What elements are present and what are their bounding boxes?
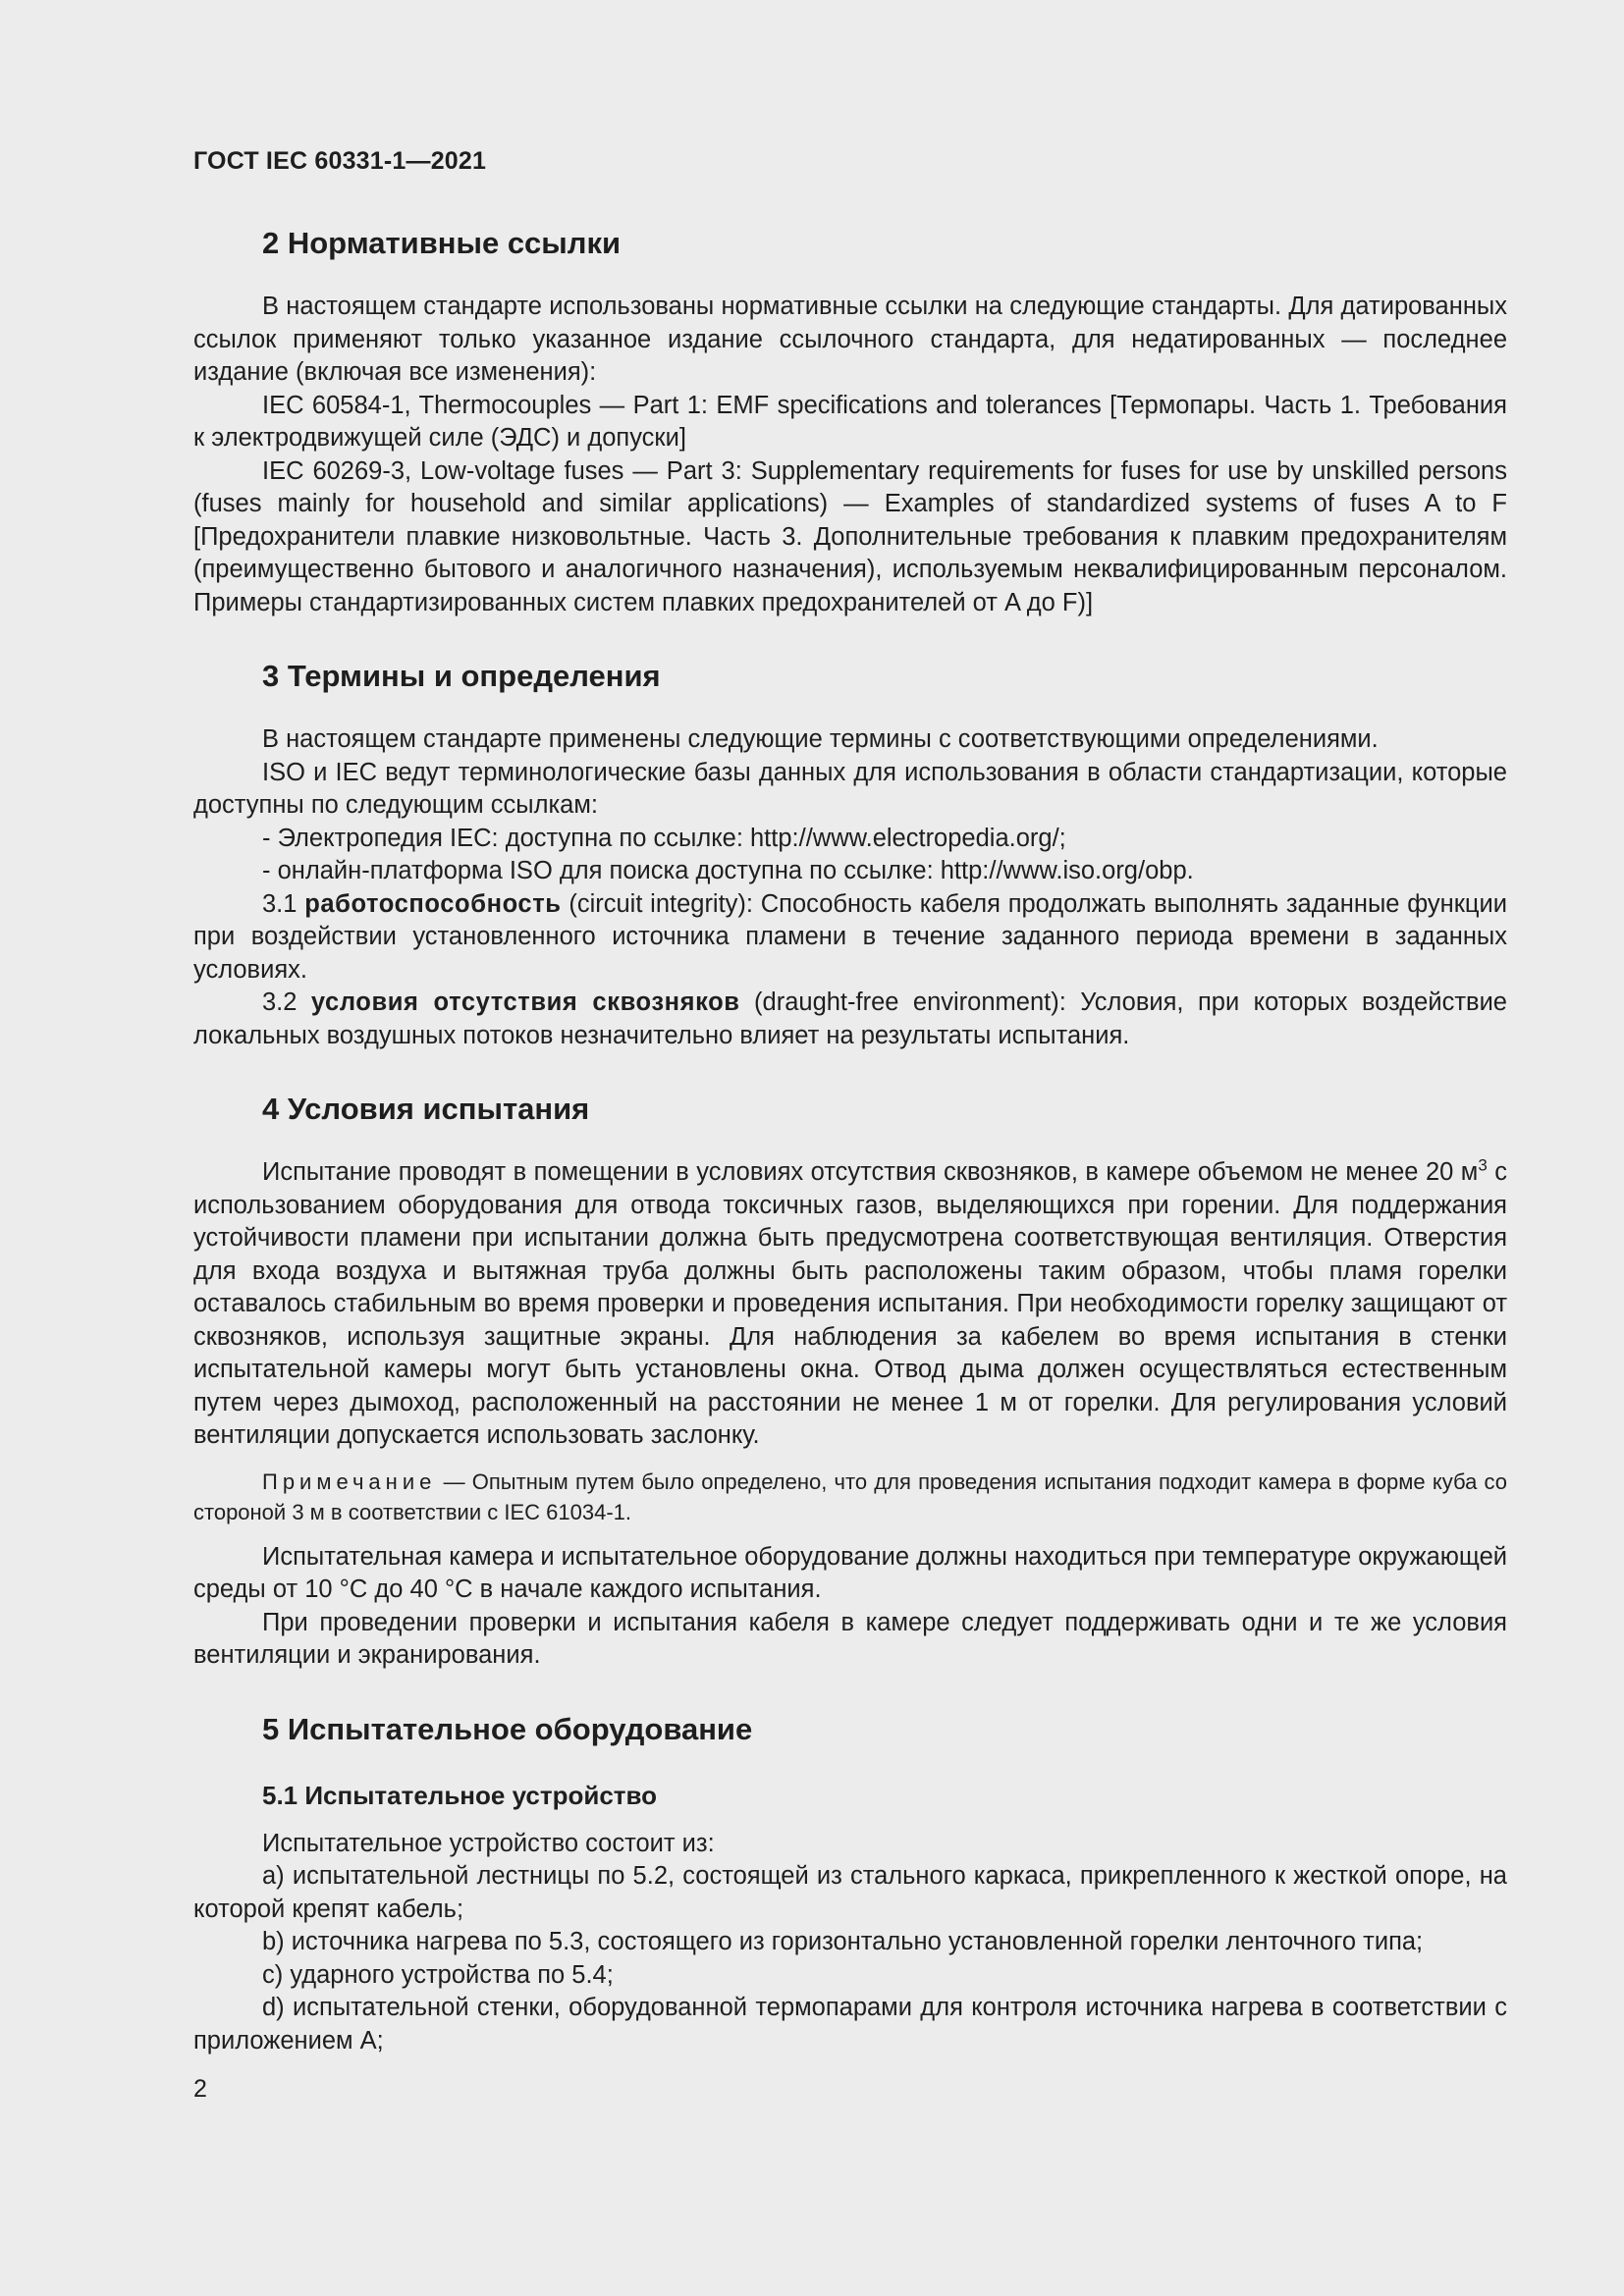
term-number: 3.1 [262,889,298,918]
section-normative-references [193,222,1507,619]
note [193,1467,1507,1527]
term-number: 3.2 [262,988,298,1016]
paragraph: Испытательное устройство состоит из: [262,1829,715,1857]
list-item: b) источника нагрева по 5.3, состоящего из горизонтально установленной горелки ленточного типа; [262,1928,1424,1955]
link-item: - онлайн-платформа ISO для поиска доступна по ссылке: http://www.iso.org/obp. [262,857,1194,884]
superscript: 3 [1478,1155,1488,1175]
paragraph: Испытание проводят в помещении в условиях отсутствия сквозняков, в камере объемом не менее 20 $м^3$ с использованием оборудования для отвода токсичных газов, выделяющихся при горении. Для поддержания устойчивости пламени при испытании должна быть предусмотрена соответствующая вентиляция. Отверстия для входа воздуха и вытяжная труба должны быть расположены таким образом, чтобы пламя горелки оставалось стабильным во время проверки и проведения испытания. При необходимости горелку защищают от сквозняков, используя защитные экраны. Для наблюдения за кабелем во время испытания в стенки испытательной камеры могут быть установлены окна. Отвод дыма должен осуществляться естественным путем через дымоход, расположенный на расстоянии не менее 1 м от горелки. Для регулирования условий вентиляции допускается использовать заслонку. [193,1155,1507,1449]
paragraph: В настоящем стандарте использованы нормативные ссылки на следующие стандарты. Для датированных ссылок применяют только указанное издание ссылочного стандарта, для недатированных — последнее издание (включая все изменения): [193,293,1507,386]
term-text: (circuit integrity): Способность кабеля продолжать выполнять заданные функции при воздействии установленного источника пламени в течение заданного периода времени в заданных условиях. [193,889,1507,984]
term-definition [193,888,1507,988]
note-label: Примечание [262,1468,437,1494]
term-definition [193,987,1507,1052]
paragraph: ISO и IEC ведут терминологические базы данных для использования в области стандартизации, которые доступны по следующим ссылкам: [193,758,1507,819]
subsection-heading: 5.1 Испытательное устройство [262,1780,658,1810]
document-header: ГОСТ IEC 60331-1—2021 [193,147,487,175]
page-number: 2 [193,2075,207,2103]
section-heading: 5 Испытательное оборудование [262,1711,753,1746]
list-item: d) испытательной стенки, оборудованной термопарами для контроля источника нагрева в соответствии с приложением A; [193,1994,1507,2055]
paragraph: Испытательная камера и испытательное оборудование должны находиться при температуре окружающей среды от 10 °C до 40 °C в начале каждого испытания. [193,1542,1507,1603]
paragraph: При проведении проверки и испытания кабеля в камере следует поддерживать одни и те же условия вентиляции и экранирования. [193,1608,1507,1669]
section-terms-definitions [193,655,1507,1052]
reference-item: IEC 60584-1, Thermocouples — Part 1: EMF specifications and tolerances [Термопары. Часть 1. Требования к электродвижущей силе (ЭДС) и допуски] [193,391,1507,452]
list-item: c) ударного устройства по 5.4; [262,1960,614,1989]
link-item: - Электропедия IEC: доступна по ссылке: http://www.electropedia.org/; [262,824,1066,852]
note-text: — Опытным путем было определено, что для проведения испытания подходит камера в форме куба со стороной 3 м в соответствии с IEC 61034-1. [193,1468,1507,1524]
paragraph: В настоящем стандарте применены следующие термины с соответствующими определениями. [262,725,1379,753]
section-heading: 2 Нормативные ссылки [262,226,622,260]
term-name: работоспособность [304,889,562,918]
term-name: условия отсутствия сквозняков [310,988,740,1016]
list-item: a) испытательной лестницы по 5.2, состоящей из стального каркаса, прикрепленного к жесткой опоре, на которой крепят кабель; [193,1862,1507,1923]
reference-item: IEC 60269-3, Low-voltage fuses — Part 3: Supplementary requirements for fuses for use by unskilled persons (fuses mainly for household and similar applications) — Examples of standardized systems of fuses A to F [Предохранители плавкие низковольтные. Часть 3. Дополнительные требования к плавким предохранителям (преимущественно бытового и аналогичного назначения), используемым неквалифицированным персоналом. Примеры стандартизированных систем плавких предохранителей от A до F)] [193,456,1507,616]
section-test-conditions [193,1088,1507,1673]
term-text: (draught-free environment): Условия, при которых воздействие локальных воздушных потоков незначительно влияет на результаты испытания. [193,988,1507,1049]
section-test-equipment [193,1708,1507,2058]
section-heading: 4 Условия испытания [262,1092,590,1126]
section-heading: 3 Термины и определения [262,659,661,693]
document-body [193,222,1507,2057]
